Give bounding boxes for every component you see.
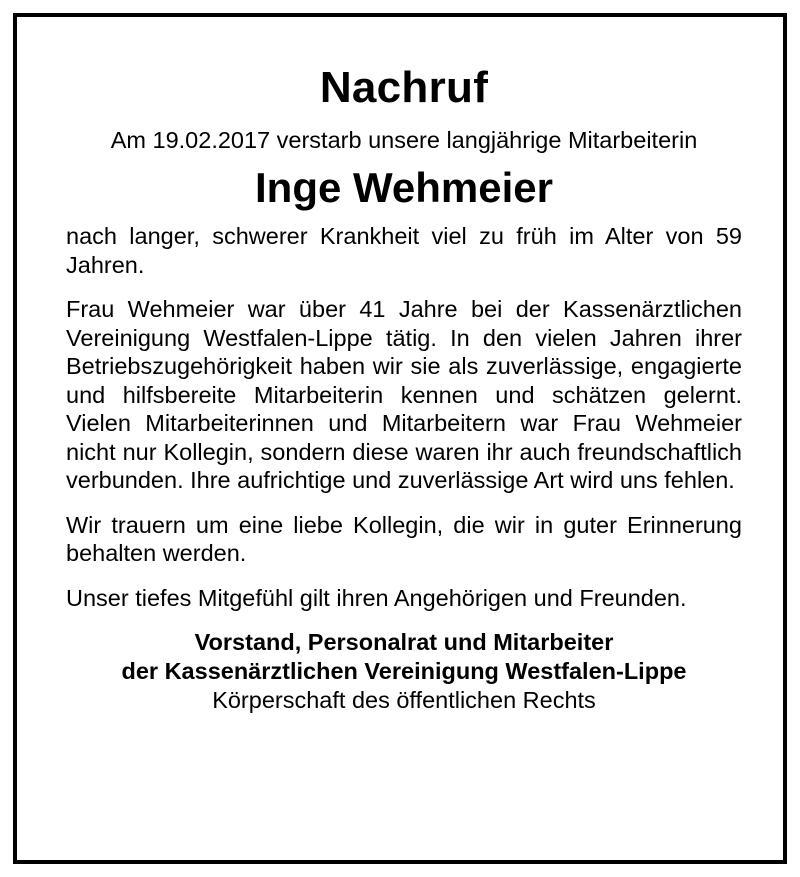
paragraph-mourning: Wir trauern um eine liebe Kollegin, die wir in guter Erinnerung behalten werden. (66, 511, 742, 566)
signature-line-1: Vorstand, Personalrat und Mitarbeiter (194, 629, 614, 655)
signature-block (66, 628, 742, 715)
obituary-frame (13, 13, 787, 864)
paragraph-career: Frau Wehmeier war über 41 Jahre bei der Kassenärztlichen Vereinigung Westfalen-Lippe tätig. In den vielen Jahren ihrer Betriebszugehörigkeit haben wir sie als zuverlässige, engagierte und hilfsbereite Mitarbeiterin kennen und schätzen gelernt. Vielen Mitarbeiterinnen und Mitarbeitern war Frau Wehmeier nicht nur Kollegin, sondern diese waren ihr auch freundschaftlich verbunden. Ihre aufrichtige und zuverlässige Art wird uns fehlen. (66, 296, 742, 493)
signature-line-2: der Kassenärztlichen Vereinigung Westfalen-Lippe (121, 658, 687, 684)
obituary-title: Nachruf (319, 63, 489, 112)
paragraph-condolences: Unser tiefes Mitgefühl gilt ihren Angehörigen und Freunden. (66, 584, 687, 611)
deceased-name: Inge Wehmeier (255, 164, 553, 211)
intro-line: Am 19.02.2017 verstarb unsere langjährige Mitarbeiterin (110, 127, 698, 153)
signature-line-3: Körperschaft des öffentlichen Rechts (212, 687, 596, 713)
paragraph-age: nach langer, schwerer Krankheit viel zu früh im Alter von 59 Jahren. (66, 223, 742, 278)
obituary-content (66, 63, 742, 715)
